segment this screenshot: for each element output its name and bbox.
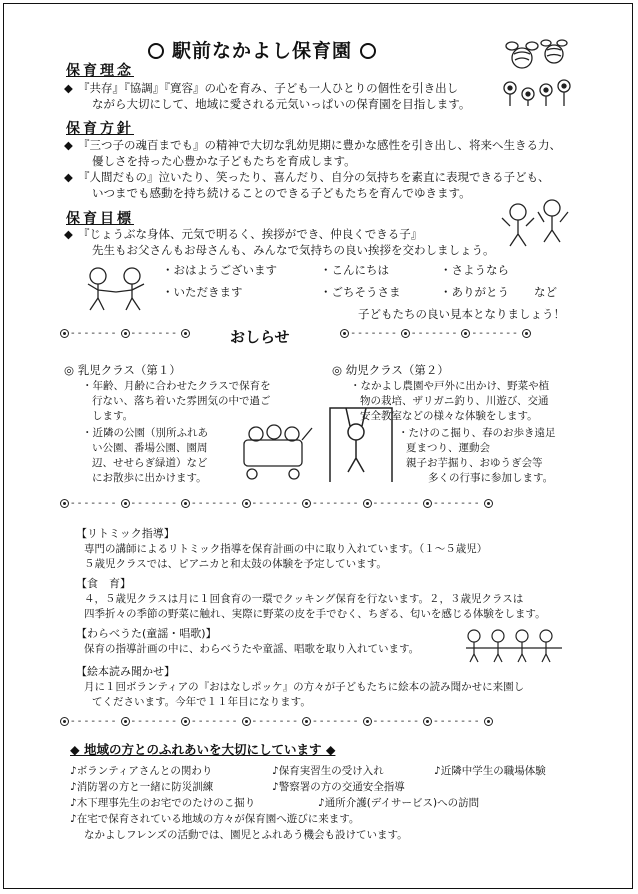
policy-item-cont: 優しさを持った心豊かな子どもたちを育成します。 [92,154,356,168]
greeting-item: ・いただきます [162,285,243,299]
title-text: 駅前なかよし保育園 [172,40,353,62]
kids-jumping-illustration [498,196,578,250]
greeting-item: ・ごちそうさま [320,285,401,299]
bees-flowers-illustration [494,38,578,108]
activity-line: 月に１回ボランティアの『おはなしポッケ』の方々が子どもたちに絵本の読み聞かせに来園し [84,681,525,693]
flower-divider: - - - - - - - - - - - - - - - - - - - - - - - - - - - - - - - - - - - - - - - - - - - - - - - - - [58,498,578,512]
policy-item-cont: いつまでも感動を持ち続けることのできる子どもたちを育んでゆきます。 [92,186,471,200]
toddler-class-line: 親子お芋掘り、おゆうぎ会等 [406,457,543,469]
community-item: ♪通所介護(デイサービス)への訪問 [318,797,480,809]
activity-line: てくださいます。今年で１１年目になります。 [92,696,311,708]
policy-item: ◆ 『三つ子の魂百までも』の精神で大切な乳幼児期に豊かな感性を引き出し、将来へ生きる力、 [64,138,561,152]
philosophy-line: ◆ 『共存』『協調』『寛容』の心を育み、子ども一人ひとりの個性を引き出し [64,81,459,95]
philosophy-heading: 保育理念 [66,63,134,79]
greeting-item: ・さようなら [440,263,509,277]
infant-class-line: い公園、番場公園、園周 [92,442,208,454]
community-item: ♪保育実習生の受け入れ [272,765,384,777]
stroller-kids-illustration [238,420,318,482]
infant-class-line: ・近隣の公園（別所ふれあ [82,427,208,439]
policy-heading: 保育方針 [66,121,134,137]
infant-class-line: ・年齢、月齢に合わせたクラスで保育を [82,380,271,392]
activity-line: 専門の講師によるリトミック指導を保育計画の中に取り入れています。（１～５歳児） [84,543,488,555]
activity-title: 【食 育】 [76,577,131,590]
community-item: ♪近隣中学生の職場体験 [434,765,546,777]
community-item: ♪木下理事先生のお宅でのたけのこ掘り [70,797,256,809]
greeting-item: など [534,285,557,299]
toddler-class-line: 夏まつり、運動会 [406,442,490,454]
policy-item: ◆ 『人間だもの』泣いたり、笑ったり、喜んだり、自分の気持ちを素直に表現できる子ども、 [64,170,550,184]
activity-line: ５歳児クラスでは、ピアニカと和太鼓の体験を予定しています。 [84,558,387,570]
community-item: ♪在宅で保育されている地域の方々が保育園へ遊びに来ます。 [70,813,360,825]
monkey-bars-kid-illustration [326,402,396,484]
goals-heading: 保育目標 [66,211,134,227]
greeting-item: ・おはようございます [162,263,277,277]
toddler-class-line: 物の栽培、ザリガニ釣り、川遊び、交通 [360,395,549,407]
oshirase-heading: おしらせ [230,328,290,346]
flower-divider: - - - - - - - - - - - - - - - - - - - - - - - - - - - - - - - - - - - - - - - - - - - - - - - - - [58,716,578,730]
community-item: なかよしフレンズの活動では、園児とふれあう機会も設けています。 [84,829,408,841]
community-item: ♪消防署の方と一緒に防災訓練 [70,781,214,793]
circle-mark-icon [360,43,376,59]
infant-class-line: します。 [92,410,134,422]
activity-title: 【絵本読み聞かせ】 [76,665,175,678]
goals-line: 先生もお父さんもお母さんも、みんなで気持ちの良い挨拶を交わしましょう。 [92,243,495,257]
greeting-item: ・こんにちは [320,263,389,277]
goals-line: ◆ 『じょうぶな身体、元気で明るく、挨拶ができ、仲良くできる子』 [64,227,423,241]
kids-holding-hands-illustration [80,262,154,314]
toddler-class-line: ・なかよし農園や戸外に出かけ、野菜や植 [350,380,550,392]
model-note: 子どもたちの良い見本となりましょう！ [358,307,565,321]
dancing-kids-illustration [462,628,570,664]
activity-line: 保育の指導計画の中に、わらべうたや童謡、唱歌を取り入れています。 [84,643,420,655]
circle-mark-icon [148,43,164,59]
toddler-class-line: 安全教室などの様々な体験をします。 [360,410,538,422]
infant-class-line: 辺、せせらぎ緑道）など [92,457,208,469]
toddler-class-line: ・たけのこ掘り、春のお歩き遠足 [398,427,556,439]
community-item: ♪ボランティアさんとの関わり [70,765,213,777]
page-title [140,36,384,63]
activity-line: 四季折々の季節の野菜に触れ、実際に野菜の皮を手でむく、ちぎる、匂いを感じる体験をします。 [84,608,546,620]
activity-title: 【リトミック指導】 [76,527,175,540]
community-heading: ◆ 地域の方とのふれあいを大切にしています ◆ [70,742,336,757]
activity-title: 【わらべうた(童謡・唱歌)】 [76,627,217,640]
infant-class-line: 行ない、落ち着いた雰囲気の中で過ご [92,395,271,407]
infant-class-line: にお散歩に出かけます。 [92,472,207,484]
infant-class-heading: ◎ 乳児クラス（第１） [64,363,181,377]
toddler-class-line: 多くの行事に参加します。 [428,472,554,484]
community-item: ♪警察署の方の交通安全指導 [272,781,405,793]
philosophy-line: ながら大切にして、地域に愛される元気いっぱいの保育園を目指します。 [92,97,471,111]
greeting-item: ・ありがとう [440,285,509,299]
activity-line: ４，５歳児クラスは月に１回食育の一環でクッキング保育を行ないます。２，３歳児クラスは [84,593,524,605]
toddler-class-heading: ◎ 幼児クラス（第２） [332,363,449,377]
flower-divider: - - - - - - - - - - - - - - - - - - - - - - - - - - - - - - - - - - - [58,328,578,342]
